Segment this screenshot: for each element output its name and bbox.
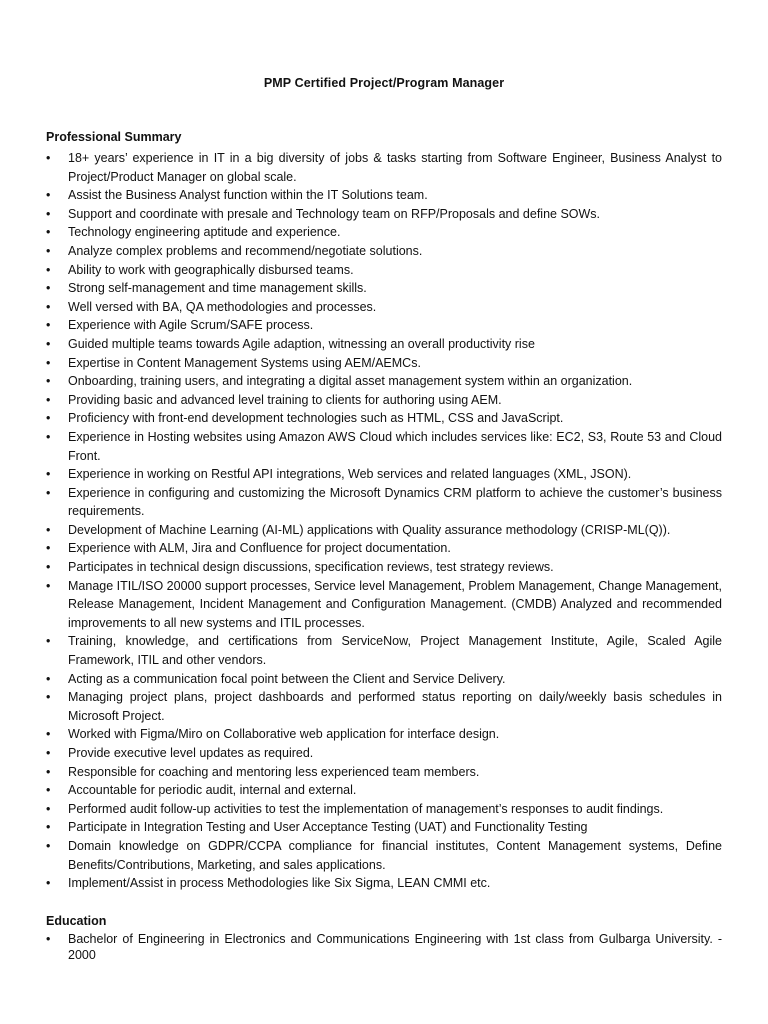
list-item-text: Analyze complex problems and recommend/negotiate solutions.: [68, 243, 423, 258]
bullet-point-icon: •: [46, 783, 51, 798]
list-item: [46, 335, 722, 354]
list-item-text: Experience with ALM, Jira and Confluence for project documentation.: [68, 541, 451, 556]
list-item-text: Proficiency with front-end development technologies such as HTML, CSS and JavaScript.: [68, 411, 564, 426]
list-item-text: Guided multiple teams towards Agile adaption, witnessing an overall productivity rise: [68, 336, 535, 351]
bullet-point-icon: •: [46, 262, 51, 277]
bullet-point-icon: •: [46, 820, 51, 835]
bullet-point-icon: •: [46, 299, 51, 314]
bullet-point-icon: •: [46, 429, 51, 444]
list-item-text: Provide executive level updates as required.: [68, 746, 314, 760]
list-item: [46, 725, 722, 744]
bullet-point-icon: •: [46, 522, 51, 537]
bullet-point-icon: •: [46, 188, 51, 203]
list-item: [46, 149, 722, 186]
list-item-text: 18+ years’ experience in IT in a big diversity of jobs & tasks starting from Software Engineer, Business Analyst to Project/Product Manager on global scale.: [68, 151, 722, 184]
list-item-text: Managing project plans, project dashboards and performed status reporting on daily/weekly basis schedules in Microsoft Project.: [68, 690, 722, 723]
list-item-text: Strong self-management and time management skills.: [68, 281, 367, 296]
bullet-point-icon: •: [46, 225, 51, 240]
list-item: [46, 837, 722, 874]
list-item-text: Participate in Integration Testing and User Acceptance Testing (UAT) and Functionality Testing: [68, 820, 588, 835]
list-item-text: Experience with Agile Scrum/SAFE process.: [68, 318, 314, 333]
list-item: [46, 781, 722, 800]
list-item: [46, 205, 722, 224]
list-item: [46, 521, 722, 540]
bullet-point-icon: •: [46, 374, 51, 389]
professional-summary-list: [46, 149, 722, 893]
education-list: [46, 932, 722, 963]
list-item-text: Bachelor of Engineering in Electronics and Communications Engineering with 1st class from Gulbarga University. - 2000: [68, 932, 722, 962]
list-item-text: Acting as a communication focal point between the Client and Service Delivery.: [68, 671, 506, 686]
list-item-text: Training, knowledge, and certifications from ServiceNow, Project Management Institute, Agile, Scaled Agile Framework, ITIL and other vendors.: [68, 634, 722, 668]
bullet-point-icon: •: [46, 727, 51, 742]
bullet-point-icon: •: [46, 151, 51, 165]
list-item: [46, 354, 722, 373]
list-item: [46, 279, 722, 298]
list-item-text: Domain knowledge on GDPR/CCPA compliance for financial institutes, Content Management systems, Define Benefits/Contributions, Marketing, and sales applications.: [68, 838, 722, 872]
list-item-text: Ability to work with geographically disbursed teams.: [68, 262, 354, 277]
list-item-text: Assist the Business Analyst function within the IT Solutions team.: [68, 188, 428, 203]
list-item: [46, 818, 722, 837]
bullet-point-icon: •: [46, 318, 51, 333]
bullet-point-icon: •: [46, 764, 51, 779]
bullet-point-icon: •: [46, 541, 51, 556]
list-item-text: Expertise in Content Management Systems using AEM/AEMCs.: [68, 355, 421, 370]
list-item-text: Experience in Hosting websites using Amazon AWS Cloud which includes services like: EC2, S3, Route 53 and Cloud Front.: [68, 429, 722, 463]
bullet-point-icon: •: [46, 243, 51, 258]
bullet-point-icon: •: [46, 671, 51, 686]
bullet-point-icon: •: [46, 578, 51, 593]
list-item-text: Support and coordinate with presale and Technology team on RFP/Proposals and define SOWs.: [68, 206, 601, 221]
list-item: [46, 372, 722, 391]
list-item: [46, 539, 722, 558]
list-item: [46, 186, 722, 205]
list-item-text: Experience in configuring and customizing the Microsoft Dynamics CRM platform to achieve the customer’s business requirements.: [68, 485, 722, 519]
list-item-text: Well versed with BA, QA methodologies and processes.: [68, 299, 377, 314]
bullet-point-icon: •: [46, 281, 51, 296]
list-item: [46, 223, 722, 242]
list-item: [46, 316, 722, 335]
list-item: [46, 763, 722, 782]
bullet-point-icon: •: [46, 467, 51, 482]
list-item: [46, 391, 722, 410]
list-item: [46, 242, 722, 261]
document-title: PMP Certified Project/Program Manager: [263, 76, 505, 90]
list-item-text: Participates in technical design discussions, specification reviews, test strategy reviews.: [68, 560, 554, 575]
list-item: [46, 261, 722, 280]
list-item: [46, 670, 722, 689]
list-item-text: Technology engineering aptitude and experience.: [68, 225, 341, 240]
education-heading: Education: [46, 914, 107, 928]
bullet-point-icon: •: [46, 690, 51, 705]
bullet-point-icon: •: [46, 876, 51, 891]
list-item: [46, 800, 722, 819]
list-item: [46, 298, 722, 317]
list-item: [46, 428, 722, 465]
bullet-point-icon: •: [46, 801, 51, 816]
list-item: [46, 932, 722, 963]
list-item-text: Experience in working on Restful API integrations, Web services and related languages (XML, JSON).: [68, 467, 632, 482]
list-item-text: Manage ITIL/ISO 20000 support processes, Service level Management, Problem Management, Change Management, Release Management, Incident Management and Configuration Management. (CMDB) Analyzed and recommended improvements to all new systems and ITIL processes.: [68, 578, 722, 630]
bullet-point-icon: •: [46, 838, 51, 853]
bullet-point-icon: •: [46, 392, 51, 407]
list-item: [46, 632, 722, 669]
bullet-point-icon: •: [46, 634, 51, 649]
list-item: [46, 744, 722, 763]
list-item-text: Onboarding, training users, and integrating a digital asset management system within an organization.: [68, 374, 633, 389]
list-item: [46, 577, 722, 633]
list-item: [46, 484, 722, 521]
list-item-text: Providing basic and advanced level training to clients for authoring using AEM.: [68, 392, 502, 407]
bullet-point-icon: •: [46, 355, 51, 370]
list-item-text: Worked with Figma/Miro on Collaborative web application for interface design.: [68, 727, 500, 742]
bullet-point-icon: •: [46, 485, 51, 500]
bullet-point-icon: •: [46, 932, 51, 946]
list-item-text: Development of Machine Learning (AI-ML) applications with Quality assurance methodology (CRISP-ML(Q)).: [68, 522, 671, 537]
list-item-text: Accountable for periodic audit, internal and external.: [68, 783, 357, 798]
list-item: [46, 465, 722, 484]
bullet-point-icon: •: [46, 560, 51, 575]
list-item: [46, 558, 722, 577]
list-item-text: Implement/Assist in process Methodologies like Six Sigma, LEAN CMMI etc.: [68, 876, 491, 891]
list-item: [46, 688, 722, 725]
bullet-point-icon: •: [46, 206, 51, 221]
bullet-point-icon: •: [46, 336, 51, 351]
professional-summary-heading: Professional Summary: [46, 130, 182, 144]
bullet-point-icon: •: [46, 746, 51, 760]
list-item: [46, 874, 722, 893]
bullet-point-icon: •: [46, 411, 51, 426]
list-item-text: Performed audit follow-up activities to test the implementation of management’s responses to audit findings.: [68, 801, 664, 816]
list-item: [46, 409, 722, 428]
list-item-text: Responsible for coaching and mentoring less experienced team members.: [68, 764, 480, 779]
